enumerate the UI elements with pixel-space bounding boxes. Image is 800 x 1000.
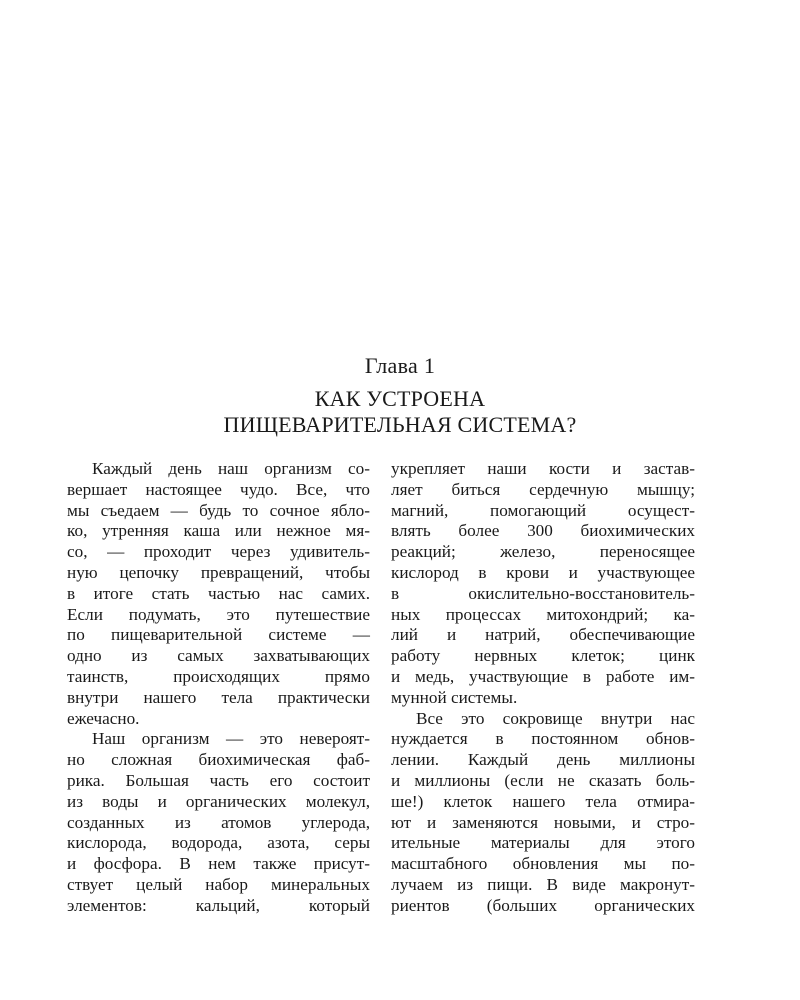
- text-line: укрепляет наши кости и застав-: [391, 459, 695, 478]
- text-line: масштабного обновления мы по-: [391, 854, 695, 874]
- text-line: и фосфора. В нем также присут-: [67, 854, 370, 874]
- chapter-number: Глава 1: [364, 353, 436, 378]
- text-line: и миллионы (если не сказать боль-: [391, 770, 695, 790]
- text-line: ную цепочку превращений, чтобы: [67, 562, 370, 582]
- text-line: в итоге стать частью нас самих.: [67, 583, 370, 603]
- text-line: Наш организм — это невероят-: [92, 729, 370, 749]
- text-line: по пищеварительной системе —: [67, 625, 370, 645]
- text-line: мы съедаем — будь то сочное ябло-: [67, 500, 370, 520]
- text-line: со, — проходит через удивитель-: [67, 542, 370, 562]
- text-line: риентов (больших органических: [391, 895, 695, 915]
- text-line: Все это сокровище внутри нас: [416, 708, 695, 728]
- text-line: ежечасно.: [67, 708, 140, 728]
- text-line: и медь, участвующие в работе им-: [391, 666, 695, 686]
- text-line: Каждый день наш организм со-: [92, 459, 370, 478]
- text-line: ительные материалы для этого: [391, 833, 695, 853]
- text-line: ше!) клеток нашего тела отмира-: [391, 791, 695, 811]
- text-line: лий и натрий, обеспечивающие: [391, 625, 695, 645]
- text-line: одно из самых захватывающих: [67, 646, 370, 666]
- text-line: ко, утренняя каша или нежное мя-: [67, 521, 370, 541]
- text-line: ствует целый набор минеральных: [67, 874, 370, 894]
- text-line: элементов: кальций, который: [67, 895, 370, 915]
- left-text-column: [67, 459, 370, 917]
- chapter-title: [0, 386, 800, 438]
- text-line: работу нервных клеток; цинк: [391, 646, 695, 666]
- text-line: лении. Каждый день миллионы: [391, 750, 695, 770]
- text-line: таинств, происходящих прямо: [67, 666, 370, 686]
- text-line: Если подумать, это путешествие: [67, 604, 370, 624]
- text-line: ных процессах митохондрий; ка-: [391, 604, 695, 624]
- text-line: магний, помогающий осущест-: [391, 500, 695, 520]
- text-line: кислорода, водорода, азота, серы: [67, 833, 370, 853]
- text-line: кислород в крови и участвующее: [391, 562, 695, 582]
- text-line: лучаем из пищи. В виде макронут-: [391, 874, 695, 894]
- text-line: нуждается в постоянном обнов-: [391, 729, 695, 749]
- text-line: рика. Большая часть его состоит: [67, 770, 370, 790]
- right-text-column: [391, 459, 695, 917]
- chapter-title-line: ПИЩЕВАРИТЕЛЬНАЯ СИСТЕМА?: [223, 412, 577, 437]
- text-line: ют и заменяются новыми, и стро-: [391, 812, 695, 832]
- text-line: в окислительно-восстановитель-: [391, 583, 695, 603]
- text-line: влять более 300 биохимических: [391, 521, 695, 541]
- text-line: из воды и органических молекул,: [67, 791, 370, 811]
- text-line: но сложная биохимическая фаб-: [67, 750, 370, 770]
- text-line: мунной системы.: [391, 687, 518, 707]
- chapter-title-line: КАК УСТРОЕНА: [314, 386, 486, 411]
- text-line: вершает настоящее чудо. Все, что: [67, 479, 370, 499]
- text-line: созданных из атомов углерода,: [67, 812, 370, 832]
- text-line: внутри нашего тела практически: [67, 687, 370, 707]
- text-line: реакций; железо, переносящее: [391, 542, 695, 562]
- text-line: ляет биться сердечную мышцу;: [391, 479, 695, 499]
